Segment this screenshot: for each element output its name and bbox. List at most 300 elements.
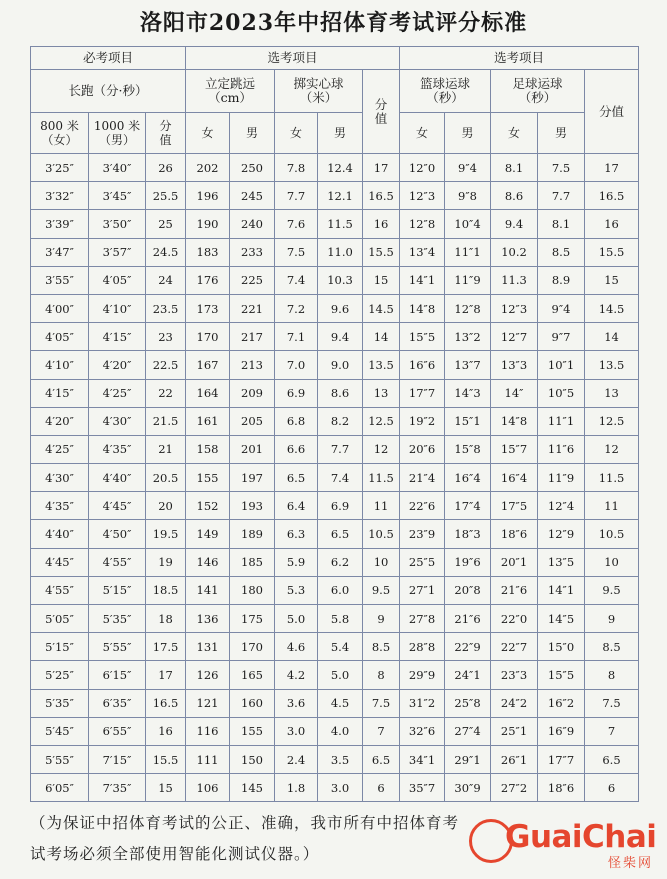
table-cell: 7.4 (318, 464, 363, 492)
table-cell: 24″2 (491, 689, 538, 717)
table-cell: 27″2 (491, 774, 538, 802)
table-cell: 9″7 (538, 323, 585, 351)
header-standing-jump-label: 立定跳远 (205, 76, 256, 91)
table-cell: 22″9 (445, 633, 491, 661)
table-cell: 149 (186, 520, 230, 548)
table-cell: 32″6 (400, 717, 445, 745)
table-cell: 233 (230, 238, 275, 266)
table-cell: 8.5 (363, 633, 400, 661)
header-solid-ball-unit: （米） (299, 90, 338, 105)
table-cell: 6.2 (318, 548, 363, 576)
table-cell: 4′50″ (89, 520, 146, 548)
table-cell: 8 (585, 661, 639, 689)
table-cell: 3′32″ (31, 182, 89, 210)
table-cell: 7.4 (275, 266, 318, 294)
table-row (31, 520, 639, 548)
table-cell: 4′15″ (89, 323, 146, 351)
table-cell: 9.5 (363, 576, 400, 604)
table-cell: 5′25″ (31, 661, 89, 689)
table-cell: 24.5 (146, 238, 186, 266)
table-cell: 6 (363, 774, 400, 802)
table-cell: 5.9 (275, 548, 318, 576)
table-cell: 23″3 (491, 661, 538, 689)
table-cell: 7.5 (585, 689, 639, 717)
table-cell: 14″3 (445, 379, 491, 407)
table-cell: 7 (585, 717, 639, 745)
table-cell: 14″1 (538, 576, 585, 604)
header-soccer-label: 足球运球 (512, 76, 563, 91)
table-cell: 3′57″ (89, 238, 146, 266)
table-cell: 14″8 (491, 407, 538, 435)
header-run: 长跑（分·秒） (31, 70, 186, 113)
table-cell: 31″2 (400, 689, 445, 717)
table-cell: 225 (230, 266, 275, 294)
table-cell: 7.5 (538, 154, 585, 182)
header-basketball-female: 女 (400, 113, 445, 154)
table-cell: 12″9 (538, 520, 585, 548)
table-cell: 152 (186, 492, 230, 520)
table-cell: 21″6 (491, 576, 538, 604)
header-run-female-l1: 800 米 (40, 119, 79, 133)
table-cell: 4′05″ (89, 266, 146, 294)
table-cell: 9.5 (585, 576, 639, 604)
table-row (31, 294, 639, 322)
header-run-score-l2: 值 (159, 133, 172, 147)
header-solid-ball (275, 70, 363, 113)
table-cell: 10″1 (538, 351, 585, 379)
table-cell: 12.4 (318, 154, 363, 182)
table-row (31, 323, 639, 351)
table-cell: 4′35″ (31, 492, 89, 520)
table-cell: 250 (230, 154, 275, 182)
table-cell: 3.6 (275, 689, 318, 717)
table-cell: 30″9 (445, 774, 491, 802)
table-cell: 17.5 (146, 633, 186, 661)
table-cell: 14″1 (400, 266, 445, 294)
header-required: 必考项目 (31, 47, 186, 70)
table-cell: 245 (230, 182, 275, 210)
table-cell: 10.2 (491, 238, 538, 266)
header-elective-2: 选考项目 (400, 47, 639, 70)
table-cell: 27″8 (400, 605, 445, 633)
header-basketball (400, 70, 491, 113)
table-cell: 6′05″ (31, 774, 89, 802)
table-cell: 16.5 (585, 182, 639, 210)
table-cell: 13 (363, 379, 400, 407)
table-cell: 121 (186, 689, 230, 717)
table-cell: 4′35″ (89, 435, 146, 463)
header-run-male-l2: （男） (98, 133, 135, 147)
table-cell: 209 (230, 379, 275, 407)
table-cell: 141 (186, 576, 230, 604)
table-cell: 201 (230, 435, 275, 463)
header-elective-1: 选考项目 (186, 47, 400, 70)
table-cell: 175 (230, 605, 275, 633)
table-cell: 23 (146, 323, 186, 351)
table-cell: 10.3 (318, 266, 363, 294)
header-ball-male: 男 (318, 113, 363, 154)
table-cell: 15″5 (538, 661, 585, 689)
table-cell: 4′10″ (89, 294, 146, 322)
table-cell: 9″4 (445, 154, 491, 182)
table-cell: 16.5 (146, 689, 186, 717)
table-cell: 6′15″ (89, 661, 146, 689)
table-cell: 5′05″ (31, 605, 89, 633)
table-cell: 3.5 (318, 745, 363, 773)
table-cell: 7 (363, 717, 400, 745)
table-cell: 7′15″ (89, 745, 146, 773)
table-cell: 4′55″ (89, 548, 146, 576)
table-cell: 4′40″ (89, 464, 146, 492)
table-cell: 126 (186, 661, 230, 689)
table-cell: 202 (186, 154, 230, 182)
table-cell: 11.5 (585, 464, 639, 492)
table-cell: 12″3 (400, 182, 445, 210)
table-cell: 15″0 (538, 633, 585, 661)
table-cell: 6.5 (275, 464, 318, 492)
table-row (31, 774, 639, 802)
table-cell: 9″4 (538, 294, 585, 322)
table-cell: 3′50″ (89, 210, 146, 238)
table-cell: 10.5 (585, 520, 639, 548)
table-cell: 11″9 (445, 266, 491, 294)
table-cell: 4′15″ (31, 379, 89, 407)
table-cell: 4.2 (275, 661, 318, 689)
table-cell: 14 (585, 323, 639, 351)
table-cell: 12″7 (491, 323, 538, 351)
table-cell: 20″6 (400, 435, 445, 463)
table-cell: 21″4 (400, 464, 445, 492)
table-cell: 7.0 (275, 351, 318, 379)
table-cell: 6′55″ (89, 717, 146, 745)
table-cell: 15.5 (363, 238, 400, 266)
table-cell: 8.9 (538, 266, 585, 294)
table-cell: 21.5 (146, 407, 186, 435)
table-cell: 11 (363, 492, 400, 520)
table-cell: 185 (230, 548, 275, 576)
scoring-table (30, 46, 639, 802)
table-cell: 12″3 (491, 294, 538, 322)
table-cell: 13″3 (491, 351, 538, 379)
table-cell: 11 (585, 492, 639, 520)
table-cell: 11″9 (538, 464, 585, 492)
table-cell: 22″6 (400, 492, 445, 520)
table-row (31, 576, 639, 604)
table-cell: 19 (146, 548, 186, 576)
table-cell: 13″4 (400, 238, 445, 266)
table-cell: 29″1 (445, 745, 491, 773)
table-row (31, 351, 639, 379)
header-soccer-unit: （秒） (518, 90, 557, 105)
table-cell: 12 (363, 435, 400, 463)
table-cell: 35″7 (400, 774, 445, 802)
table-cell: 26 (146, 154, 186, 182)
table-cell: 10″5 (538, 379, 585, 407)
table-cell: 22″0 (491, 605, 538, 633)
table-cell: 22″7 (491, 633, 538, 661)
table-cell: 5′35″ (31, 689, 89, 717)
table-row (31, 182, 639, 210)
table-cell: 16 (585, 210, 639, 238)
table-cell: 4.6 (275, 633, 318, 661)
table-cell: 10.5 (363, 520, 400, 548)
table-row (31, 238, 639, 266)
table-cell: 2.4 (275, 745, 318, 773)
table-cell: 7.7 (275, 182, 318, 210)
table-cell: 19″2 (400, 407, 445, 435)
table-cell: 15 (146, 774, 186, 802)
table-cell: 12.5 (585, 407, 639, 435)
table-cell: 5′55″ (31, 745, 89, 773)
table-cell: 11.5 (318, 210, 363, 238)
table-cell: 17″5 (491, 492, 538, 520)
table-cell: 5′35″ (89, 605, 146, 633)
header-basketball-unit: （秒） (426, 90, 464, 105)
table-cell: 6.4 (275, 492, 318, 520)
table-cell: 24 (146, 266, 186, 294)
table-cell: 16″4 (491, 464, 538, 492)
table-cell: 26″1 (491, 745, 538, 773)
table-cell: 7.7 (318, 435, 363, 463)
table-cell: 10 (363, 548, 400, 576)
table-cell: 15″8 (445, 435, 491, 463)
table-cell: 146 (186, 548, 230, 576)
table-cell: 8.6 (491, 182, 538, 210)
table-cell: 9.4 (318, 323, 363, 351)
table-cell: 16 (363, 210, 400, 238)
table-cell: 19″6 (445, 548, 491, 576)
table-cell: 8.1 (491, 154, 538, 182)
table-row (31, 154, 639, 182)
table-cell: 8.6 (318, 379, 363, 407)
table-cell: 29″9 (400, 661, 445, 689)
table-cell: 5′15″ (31, 633, 89, 661)
table-row (31, 464, 639, 492)
table-cell: 240 (230, 210, 275, 238)
table-cell: 213 (230, 351, 275, 379)
header-soccer-female: 女 (491, 113, 538, 154)
header-run-male-l1: 1000 米 (93, 119, 141, 133)
header-basketball-label: 篮球运球 (420, 76, 471, 91)
table-cell: 7′35″ (89, 774, 146, 802)
table-cell: 4′25″ (31, 435, 89, 463)
header-standing-jump-unit: （cm） (208, 90, 252, 105)
table-cell: 9.6 (318, 294, 363, 322)
table-cell: 11″6 (538, 435, 585, 463)
table-cell: 173 (186, 294, 230, 322)
table-cell: 15 (363, 266, 400, 294)
table-cell: 4′20″ (31, 407, 89, 435)
watermark-logo (469, 813, 659, 871)
table-cell: 20″1 (491, 548, 538, 576)
table-cell: 12″0 (400, 154, 445, 182)
header-standing-jump (186, 70, 275, 113)
header-ball-female: 女 (275, 113, 318, 154)
table-cell: 18″6 (538, 774, 585, 802)
table-row (31, 210, 639, 238)
table-cell: 11.0 (318, 238, 363, 266)
table-cell: 4′40″ (31, 520, 89, 548)
table-cell: 17 (585, 154, 639, 182)
table-cell: 16.5 (363, 182, 400, 210)
table-cell: 116 (186, 717, 230, 745)
table-cell: 6.8 (275, 407, 318, 435)
table-row (31, 492, 639, 520)
header-run-female-l2: （女） (41, 133, 78, 147)
table-cell: 12″4 (538, 492, 585, 520)
table-cell: 17″7 (400, 379, 445, 407)
table-cell: 7.8 (275, 154, 318, 182)
table-cell: 11.5 (363, 464, 400, 492)
table-cell: 5′55″ (89, 633, 146, 661)
table-cell: 5′15″ (89, 576, 146, 604)
table-cell: 3′45″ (89, 182, 146, 210)
table-cell: 5.3 (275, 576, 318, 604)
table-cell: 14″ (491, 379, 538, 407)
table-cell: 8.5 (538, 238, 585, 266)
table-cell: 4′30″ (31, 464, 89, 492)
table-row (31, 661, 639, 689)
table-cell: 5.4 (318, 633, 363, 661)
header-jump-female: 女 (186, 113, 230, 154)
table-cell: 15″1 (445, 407, 491, 435)
table-cell: 7.6 (275, 210, 318, 238)
table-cell: 161 (186, 407, 230, 435)
table-cell: 9 (585, 605, 639, 633)
table-cell: 18.5 (146, 576, 186, 604)
table-cell: 20 (146, 492, 186, 520)
table-cell: 9 (363, 605, 400, 633)
table-cell: 7.5 (275, 238, 318, 266)
table-row (31, 379, 639, 407)
table-cell: 4.5 (318, 689, 363, 717)
table-cell: 16″4 (445, 464, 491, 492)
table-cell: 6 (585, 774, 639, 802)
table-cell: 6.5 (318, 520, 363, 548)
table-cell: 3.0 (318, 774, 363, 802)
table-cell: 20″8 (445, 576, 491, 604)
table-cell: 106 (186, 774, 230, 802)
table-cell: 3′40″ (89, 154, 146, 182)
table-cell: 1.8 (275, 774, 318, 802)
table-cell: 10 (585, 548, 639, 576)
header-score-mid-l1: 分 (374, 96, 388, 112)
footnote-line-1: （为保证中招体育考试的公正、准确，我市所有中招体育考 (30, 814, 460, 832)
header-run-score-l1: 分 (159, 119, 172, 133)
table-cell: 14.5 (363, 294, 400, 322)
table-cell: 4′45″ (89, 492, 146, 520)
table-cell: 3′39″ (31, 210, 89, 238)
table-row (31, 689, 639, 717)
table-cell: 14″5 (538, 605, 585, 633)
table-cell: 170 (186, 323, 230, 351)
table-cell: 11.3 (491, 266, 538, 294)
table-cell: 6.5 (363, 745, 400, 773)
table-cell: 160 (230, 689, 275, 717)
table-cell: 12″8 (445, 294, 491, 322)
table-cell: 167 (186, 351, 230, 379)
table-cell: 18 (146, 605, 186, 633)
table-cell: 25″5 (400, 548, 445, 576)
table-cell: 12.1 (318, 182, 363, 210)
table-row (31, 633, 639, 661)
table-cell: 25.5 (146, 182, 186, 210)
table-cell: 13″7 (445, 351, 491, 379)
footnote-line-2: 试考场必须全部使用智能化测试仪器。） (30, 845, 320, 863)
table-cell: 13″2 (445, 323, 491, 351)
table-cell: 15 (585, 266, 639, 294)
table-cell: 6.9 (275, 379, 318, 407)
table-cell: 7.2 (275, 294, 318, 322)
header-run-female (31, 113, 89, 154)
table-cell: 165 (230, 661, 275, 689)
table-row (31, 407, 639, 435)
table-cell: 18″3 (445, 520, 491, 548)
table-cell: 16″9 (538, 717, 585, 745)
table-cell: 16″2 (538, 689, 585, 717)
table-cell: 14.5 (585, 294, 639, 322)
table-cell: 15.5 (146, 745, 186, 773)
table-cell: 23″9 (400, 520, 445, 548)
table-cell: 12.5 (363, 407, 400, 435)
table-cell: 28″8 (400, 633, 445, 661)
table-cell: 4′25″ (89, 379, 146, 407)
table-cell: 197 (230, 464, 275, 492)
table-cell: 15.5 (585, 238, 639, 266)
table-cell: 6.5 (585, 745, 639, 773)
table-cell: 24″1 (445, 661, 491, 689)
table-cell: 15″5 (400, 323, 445, 351)
table-cell: 25 (146, 210, 186, 238)
table-cell: 8.2 (318, 407, 363, 435)
table-cell: 9″8 (445, 182, 491, 210)
table-cell: 176 (186, 266, 230, 294)
table-cell: 3′25″ (31, 154, 89, 182)
table-cell: 17 (146, 661, 186, 689)
table-cell: 12 (585, 435, 639, 463)
table-cell: 12″8 (400, 210, 445, 238)
table-cell: 5′45″ (31, 717, 89, 745)
table-cell: 34″1 (400, 745, 445, 773)
table-cell: 13.5 (363, 351, 400, 379)
header-score-mid (363, 70, 400, 154)
table-cell: 14″8 (400, 294, 445, 322)
header-basketball-male: 男 (445, 113, 491, 154)
table-row (31, 548, 639, 576)
table-cell: 4′20″ (89, 351, 146, 379)
table-cell: 3′47″ (31, 238, 89, 266)
table-cell: 6′35″ (89, 689, 146, 717)
header-soccer-male: 男 (538, 113, 585, 154)
table-cell: 111 (186, 745, 230, 773)
table-cell: 22.5 (146, 351, 186, 379)
table-cell: 8 (363, 661, 400, 689)
table-row (31, 717, 639, 745)
table-cell: 14 (363, 323, 400, 351)
table-cell: 183 (186, 238, 230, 266)
table-cell: 145 (230, 774, 275, 802)
table-cell: 7.1 (275, 323, 318, 351)
table-cell: 4.0 (318, 717, 363, 745)
table-cell: 3′55″ (31, 266, 89, 294)
table-row (31, 266, 639, 294)
table-cell: 27″1 (400, 576, 445, 604)
table-cell: 4′05″ (31, 323, 89, 351)
watermark-brand: GuaiChai (505, 819, 657, 855)
table-cell: 189 (230, 520, 275, 548)
table-cell: 22 (146, 379, 186, 407)
table-cell: 27″4 (445, 717, 491, 745)
